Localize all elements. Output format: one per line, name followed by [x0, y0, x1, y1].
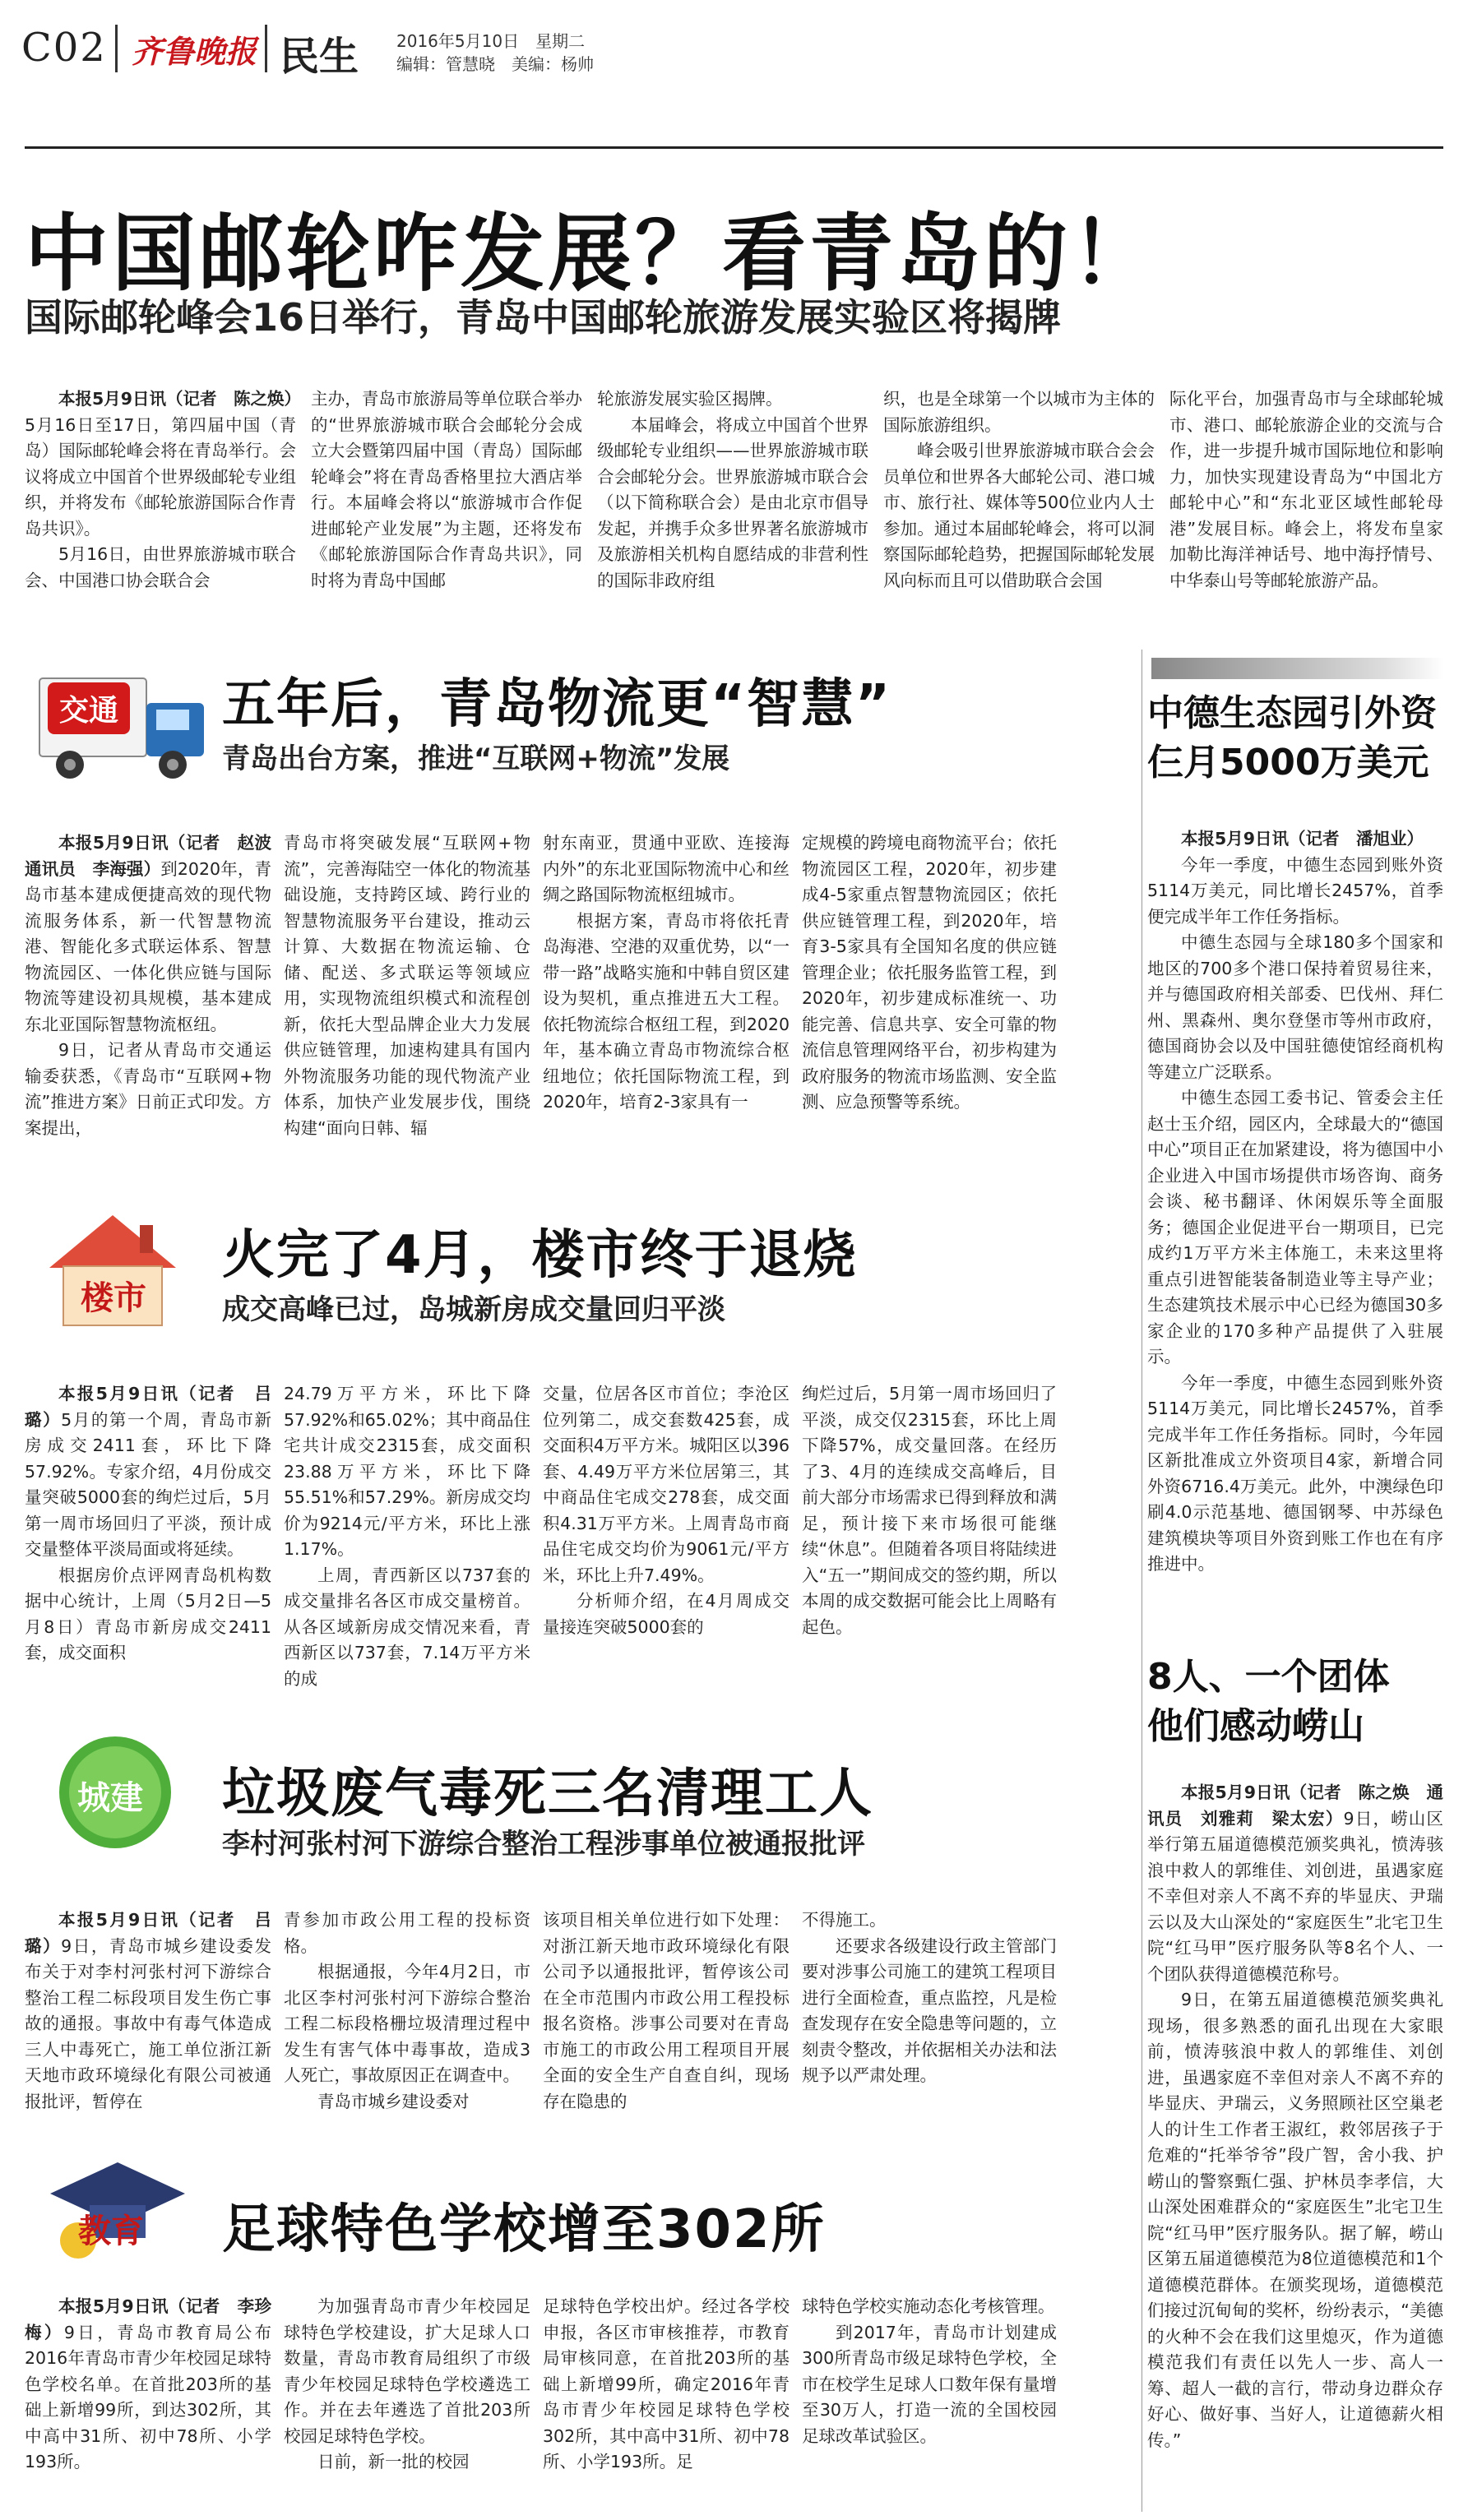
- sidebar-divider-bar: [1151, 658, 1443, 679]
- page-number: C02: [21, 25, 107, 71]
- masthead-divider: [265, 25, 267, 72]
- housing-column-3: 交量，位居各区市首位；李沧区位列第二，成交套数425套，成交面积4万平方米。城阳区以396套、4.49万平方米位居第三，其中商品住宅成交278套，成交面积4.31万平方米。上周青岛市商品住宅成交均价为9061元/平方米，环比上升7.49%。 分析师介绍，在4月周成交量接连突破5000套的: [543, 1384, 790, 1637]
- education-column-1: 本报5月9日讯（记者 李珍梅）9日，青岛市教育局公布2016年青岛市青少年校园足球特色学校名单。在首批203所的基础上新增99所，到达302所，其中高中31所、初中78所、小学193所。: [25, 2296, 271, 2471]
- lead-column-2: 主办，青岛市旅游局等单位联合举办的“世界旅游城市联合会邮轮分会成立大会暨第四届中国（青岛）国际邮轮峰会”将在青岛香格里拉大酒店举行。本届峰会将以“旅游城市合作促进邮轮产业发展”为主题，还将发布《邮轮旅游国际合作青岛共识》，同时将为青岛中国邮: [311, 389, 582, 590]
- sidebar-2-headline: 8人、一个团体 他们感动崂山: [1147, 1656, 1390, 1747]
- education-headline: 足球特色学校增至302所: [222, 2199, 826, 2260]
- lead-column-5: 际化平台，加强青岛市与全球邮轮城市、港口、邮轮旅游企业的交流与合作，进一步提升城市国际地位和影响力，加快实现建设青岛为“中国北方邮轮中心”和“东北亚区域性邮轮母港”发展目标。峰会上，将发布皇家加勒比海洋神话号、地中海抒情号、中华泰山号等邮轮旅游产品。: [1169, 389, 1443, 590]
- section-tag-education: 教育: [78, 2213, 144, 2250]
- section-name: 民生: [280, 34, 359, 80]
- housing-column-2: 24.79万平方米，环比下降57.92%和65.02%；其中商品住宅共计成交2315套，成交面积23.88万平方米，环比下降55.51%和57.29%。新房成交均价为9214元/平方米，环比上涨1.17%。 上周，青西新区以737套的成交量排名各区市成交量榜首。从各区域新房成交情况来看，青西新区以737套，7.14万平方米的成: [284, 1384, 530, 1689]
- section-tag-urban: 城建: [77, 1779, 143, 1817]
- logistics-column-4: 定规模的跨境电商物流平台；依托物流园区工程，2020年，初步建成4-5家重点智慧物流园区；依托供应链管理工程，到2020年，培育3-5家具有全国知名度的供应链管理企业；依托服务监管工程，到2020年，初步建成标准统一、功能完善、信息共享、安全可靠的物流信息管理网络平台，初步构建为政府服务的物流市场监测、安全监测、应急预警等系统。: [802, 833, 1057, 1112]
- editor-credits: 编辑：管慧晓 美编：杨帅: [396, 54, 594, 74]
- urban-column-4: 不得施工。 还要求各级建设行政主管部门要对涉事公司施工的建筑工程项目进行全面检查，重点监控，凡是检查发现存在安全隐患等问题的，立刻责令整改，并依据相关办法和法规予以严肃处理。: [802, 1910, 1057, 2085]
- urban-subheadline: 李村河张村河下游综合整治工程涉事单位被通报批评: [222, 1828, 865, 1861]
- lead-column-1: 本报5月9日讯（记者 陈之焕）5月16日至17日，第四届中国（青岛）国际邮轮峰会将在青岛举行。会议将成立中国首个世界级邮轮专业组织，并将发布《邮轮旅游国际合作青岛共识》。 5月16日，由世界旅游城市联合会、中国港口协会联合会: [25, 389, 302, 590]
- education-column-2: 为加强青岛市青少年校园足球特色学校建设，扩大足球人口数量，青岛市教育局组织了市级青少年校园足球特色学校遴选工作。并在去年遴选了首批203所校园足球特色学校。 日前，新一批的校园: [284, 2296, 530, 2471]
- logistics-column-1: 本报5月9日讯（记者 赵波 通讯员 李海强）到2020年，青岛市基本建成便捷高效的现代物流服务体系，新一代智慧物流港、智能化多式联运体系、智慧物流园区、一体化供应链与国际物流等建设初具规模，基本建成东北亚国际智慧物流枢纽。 9日，记者从青岛市交通运输委获悉，《青岛市“互联网+物流”推进方案》日前正式印发。方案提出，: [25, 833, 289, 1138]
- sidebar-2-body: 本报5月9日讯（记者 陈之焕 通讯员 刘雅莉 梁太宏）9日，崂山区举行第五届道德模范颁奖典礼，愤涛骇浪中救人的郭维佳、刘创进，虽遇家庭不幸但对亲人不离不弃的毕显庆、尹瑞云以及大山深处的“家庭医生”北宅卫生院“红马甲”医疗服务队等8名个人、一个团队获得道德模范称号。 9日，在第五届道德模范颁奖典礼现场，很多熟悉的面孔出现在大家眼前，愤涛骇浪中救人的郭维佳、刘创进，虽遇家庭不幸但对亲人不离不弃的毕显庆、尹瑞云，义务照顾社区空巢老人的计生工作者王淑红，救邻居孩子于危难的“托举爷爷”段广智，舍小我、护崂山的警察甄仁强、护林员李孝信，大山深处困难群众的“家庭医生”北宅卫生院“红马甲”医疗服务队。据了解，崂山区第五届道德模范为8位道德模范和1个道德模范群体。在颁奖现场，道德模范们接过沉甸甸的奖杯，纷纷表示，“美德的火种不会在我们这里熄灭，作为道德模范我们有责任以先人一步、高人一筹、超人一截的言行，带动身边群众存好心、做好事、当好人，让道德薪火相传。”: [1147, 1782, 1443, 2450]
- issue-date: 2016年5月10日 星期二: [396, 31, 586, 51]
- sidebar-1-body: 本报5月9日讯（记者 潘旭业） 今年一季度，中德生态园到账外资5114万美元，同比增长2457%，首季便完成半年工作任务指标。 中德生态园与全球180多个国家和地区的700多个港口保持着贸易往来，并与德国政府相关部委、巴伐州、拜仁州、黑森州、奥尔登堡市等州市政府，德国商协会以及中国驻德使馆经商机构等建立广泛联系。 中德生态园工委书记、管委会主任赵士玉介绍，园区内，全球最大的“德国中心”项目正在加紧建设，将为德国中小企业进入中国市场提供市场咨询、商务会谈、秘书翻译、休闲娱乐等全面服务；德国企业促进平台一期项目，已完成约1万平方米主体施工，未来这里将重点引进智能装备制造业等主导产业；生态建筑技术展示中心已经为德国30多家企业的170多种产品提供了入驻展示。 今年一季度，中德生态园到账外资5114万美元，同比增长2457%，首季完成半年工作任务指标。同时，今年园区新批准成立外资项目4家，新增合同外资6716.4万美元。此外，中澳绿色印刷4.0示范基地、德国钢琴、中苏绿色建筑模块等项目外资到账工作也在有序推进中。: [1147, 829, 1443, 1574]
- education-column-3: 足球特色学校出炉。经过各学校申报，各区市审核推荐，市教育局审核同意，在首批203所的基础上新增99所，确定2016年青岛市青少年校园足球特色学校302所，其中高中31所、初中78所、小学193所。足: [543, 2296, 790, 2471]
- section-tag-housing: 楼市: [81, 1279, 146, 1317]
- logistics-subheadline: 青岛出台方案，推进“互联网+物流”发展: [222, 742, 730, 775]
- lead-column-4: 织，也是全球第一个以城市为主体的国际旅游组织。 峰会吸引世界旅游城市联合会会员单位和世界各大邮轮公司、港口城市、旅行社、媒体等500位业内人士参加。通过本届邮轮峰会，将可以洞察国际邮轮趋势，把握国际邮轮发展风向标而且可以借助联合会国: [883, 389, 1155, 590]
- byline: 本报5月9日讯（记者 陈之焕）: [58, 389, 302, 409]
- logistics-column-2: 青岛市将突破发展“互联网+物流”，完善海陆空一体化的物流基础设施，支持跨区域、跨行业的智慧物流服务平台建设，推动云计算、大数据在物流运输、仓储、配送、多式联运等领域应用，实现物流组织模式和流程创新，依托大型品牌企业大力发展供应链管理，加速构建具有国内外物流服务功能的现代物流产业体系，加快产业发展步伐，围绕构建“面向日韩、辐: [284, 833, 530, 1138]
- urban-headline: 垃圾废气毒死三名清理工人: [222, 1764, 873, 1824]
- housing-column-4: 绚烂过后，5月第一周市场回归了平淡，成交仅2315套，环比上周下降57%，成交量回落。在经历了3、4月的连续成交高峰后，目前大部分市场需求已得到释放和满足，预计接下来市场很可能继续“休息”。但随着各项目将陆续进入“五一”期间成交的签约期，所以本周的成交数据可能会比上周略有起色。: [802, 1384, 1057, 1637]
- lead-subheadline: 国际邮轮峰会16日举行，青岛中国邮轮旅游发展实验区将揭牌: [25, 295, 1062, 340]
- lead-headline: 中国邮轮咋发展？看青岛的！: [25, 206, 1158, 303]
- sidebar-1-headline: 中德生态园引外资 仨月5000万美元: [1147, 692, 1437, 784]
- section-tag-transport: 交通: [48, 682, 130, 734]
- masthead-rule: [25, 146, 1443, 149]
- masthead-divider: [115, 25, 118, 72]
- logistics-column-3: 射东南亚，贯通中亚欧、连接海内外”的东北亚国际物流中心和丝绸之路国际物流枢纽城市。 根据方案，青岛市将依托青岛海港、空港的双重优势，以“一带一路”战略实施和中韩自贸区建设为契机，重点推进五大工程。依托物流综合枢纽工程，到2020年，基本确立青岛市物流综合枢纽地位；依托国际物流工程，到2020年，培育2-3家具有一: [543, 833, 790, 1112]
- urban-column-2: 青参加市政公用工程的投标资格。 根据通报，今年4月2日，市北区李村河张村河下游综合整治工程二标段格栅垃圾清理过程中发生有害气体中毒事故，造成3人死亡，事故原因正在调查中。 青岛市城乡建设委对: [284, 1910, 530, 2111]
- housing-subheadline: 成交高峰已过，岛城新房成交量回归平淡: [222, 1293, 725, 1326]
- housing-column-1: 本报5月9日讯（记者 吕璐）5月的第一个周，青岛市新房成交2411套，环比下降57.92%。专家介绍，4月份成交量突破5000套的绚烂过后，5月第一周市场回归了平淡，预计成交量整体平淡局面或将延续。 根据房价点评网青岛机构数据中心统计，上周（5月2日—5月8日）青岛市新房成交2411套，成交面积: [25, 1384, 272, 1662]
- education-column-4: 球特色学校实施动态化考核管理。 到2017年，青岛市计划建成300所青岛市级足球特色学校，全市在校学生足球人口数年保有量增至30万人，打造一流的全国校园足球改革试验区。: [802, 2296, 1057, 2446]
- housing-headline: 火完了4月，楼市终于退烧: [222, 1225, 858, 1286]
- logistics-headline: 五年后，青岛物流更“智慧”: [222, 674, 892, 735]
- lead-column-3: 轮旅游发展实验区揭牌。 本届峰会，将成立中国首个世界级邮轮专业组织——世界旅游城市联合会邮轮分会。世界旅游城市联合会（以下简称联合会）是由北京市倡导发起，并携手众多世界著名旅游城市及旅游相关机构自愿结成的非营利性的国际非政府组: [597, 389, 868, 590]
- urban-column-3: 该项目相关单位进行如下处理：对浙江新天地市政环境绿化有限公司予以通报批评，暂停该公司在全市范围内市政公用工程投标报名资格。涉事公司要对在青岛市施工的市政公用工程项目开展全面的安全生产自查自纠，现场存在隐患的: [543, 1910, 790, 2111]
- urban-column-1: 本报5月9日讯（记者 吕璐）9日，青岛市城乡建设委发布关于对李村河张村河下游综合整治工程二标段项目发生伤亡事故的通报。事故中有毒气体造成三人中毒死亡，施工单位浙江新天地市政环境绿化有限公司被通报批评，暂停在: [25, 1910, 272, 2111]
- newspaper-logo: 齐鲁晚报: [132, 33, 257, 70]
